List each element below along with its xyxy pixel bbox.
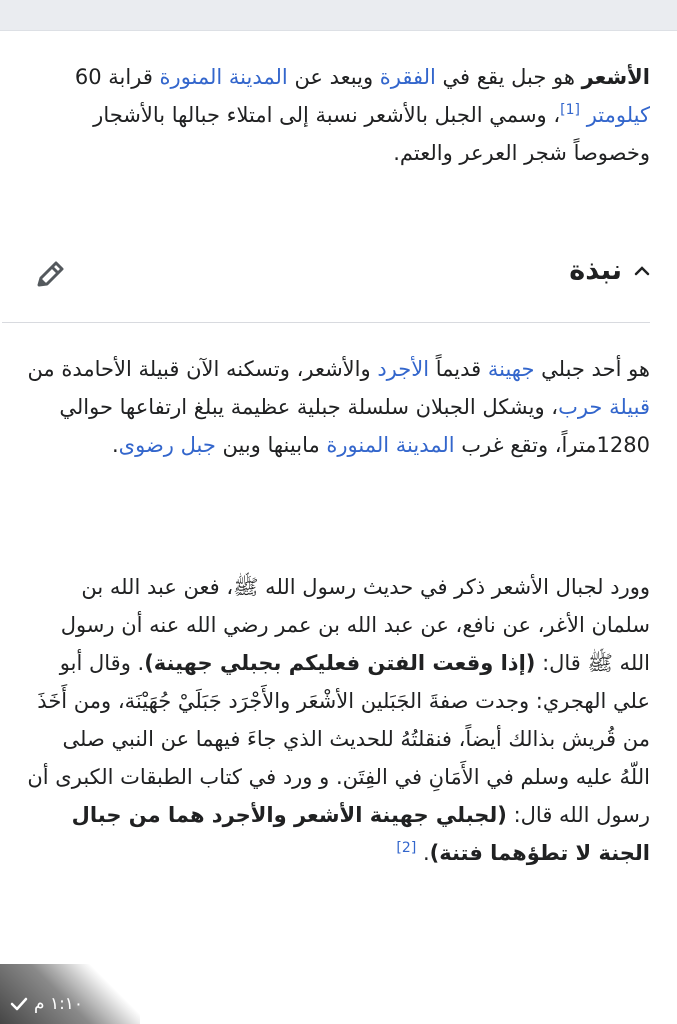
sent-status bbox=[10, 994, 83, 1014]
section-toggle[interactable] bbox=[569, 248, 650, 294]
link-kilometer[interactable]: كيلومتر bbox=[586, 103, 650, 127]
status-overlay bbox=[0, 964, 140, 1024]
hadith-paragraph: وورد لجبال الأشعر ذكر في حديث رسول الله ﷺ، فعن عبد الله بن سلمان الأغر، عن نافع، عن عبد الله بن عمر رضي الله عنه أن رسول الله ﷺ قال: (إذا وقعت الفتن فعليكم بجبلي جهينة). وقال أبو علي الهجري: وجدت صفةَ الجَبَلين الأشْعَر والأَجْرَد جَبَلَيْ جُهَيْنَة، ومن أَخَذَ من قُريش بذالك أيضاً، فنقلتُهُ للحديث الذي جاءَ فيهما عن النبي صلى اللّهُ عليه وسلم في الأَمَانِ في الفِتَن. و ورد في كتاب الطبقات الكبرى أن رسول الله قال: (لجبلي جهينة الأشعر والأجرد هما من جبال الجنة لا تطؤهما فتنة). [2] bbox=[27, 575, 650, 865]
link-faqra[interactable]: الفقرة bbox=[379, 65, 436, 89]
checkmark-icon bbox=[10, 997, 28, 1011]
article-subject: الأشعر bbox=[581, 65, 650, 89]
chevron-up-icon bbox=[634, 263, 650, 279]
link-madina-2[interactable]: المدينة المنورة bbox=[326, 433, 455, 457]
intro-paragraph: الأشعر هو جبل يقع في الفقرة ويبعد عن المدينة المنورة قرابة 60 كيلومتر [1]، وسمي الجبل بالأشعر نسبة إلى امتلاء جبالها بالأشجار وخصوصاً شجر العرعر والعتم. bbox=[74, 65, 650, 165]
reference-1[interactable]: [1] bbox=[560, 102, 580, 118]
quote-2: (لجبلي جهينة الأشعر والأجرد هما من جبال الجنة لا تطؤهما فتنة) bbox=[71, 803, 650, 865]
status-time: ١:١٠ م bbox=[34, 994, 84, 1014]
pencil-icon[interactable] bbox=[33, 258, 67, 292]
link-madina[interactable]: المدينة المنورة bbox=[159, 65, 288, 89]
link-juhayna[interactable]: جهينة bbox=[487, 357, 535, 381]
quote-1: (إذا وقعت الفتن فعليكم بجبلي جهينة) bbox=[144, 651, 536, 675]
reference-2[interactable]: [2] bbox=[396, 840, 417, 856]
summary-paragraph: هو أحد جبلي جهينة قديماً الأجرد والأشعر، وتسكنه الآن قبيلة الأحامدة من قبيلة حرب، ويشكل الجبلان سلسلة جبلية عظيمة يبلغ ارتفاعها حوالي 1280متراً، وتقع غرب المدينة المنورة مابينها وبين جبل رضوى. bbox=[27, 357, 650, 457]
link-ajrad[interactable]: الأجرد bbox=[377, 357, 430, 381]
section-title: نبذة bbox=[569, 255, 622, 286]
top-toolbar bbox=[0, 0, 677, 31]
section-divider bbox=[2, 322, 650, 323]
link-harb-tribe[interactable]: قبيلة حرب bbox=[558, 395, 650, 419]
section-header[interactable] bbox=[27, 248, 650, 294]
link-radwa[interactable]: جبل رضوى bbox=[118, 433, 216, 457]
